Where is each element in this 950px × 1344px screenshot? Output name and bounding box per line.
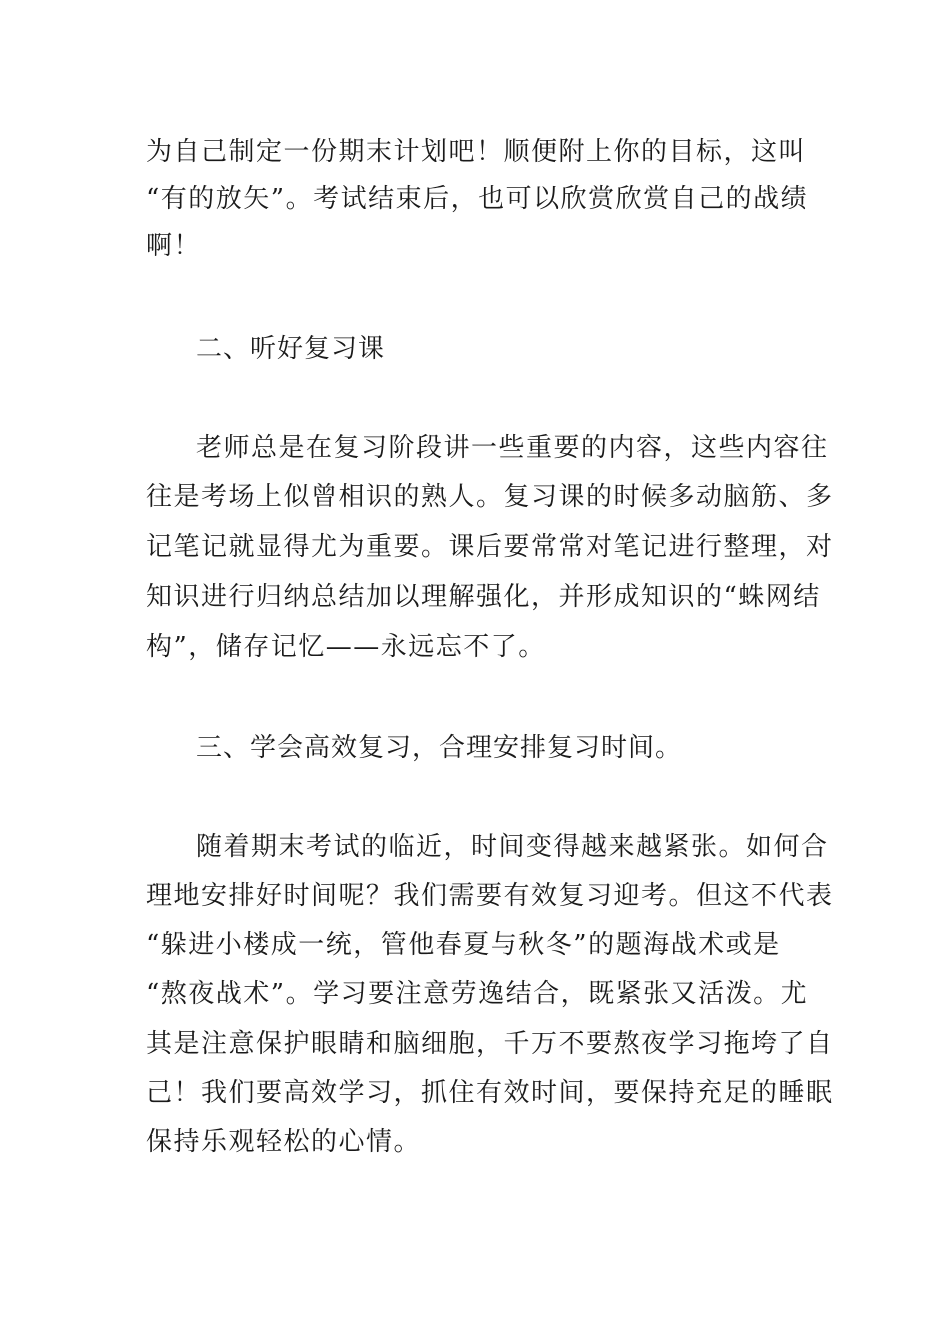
section-heading-2: 二、听好复习课 — [196, 334, 386, 364]
paragraph-2-line-1: 老师总是在复习阶段讲一些重要的内容，这些内容往 — [196, 433, 829, 463]
paragraph-2-line-5: 构”，储存记忆——永远忘不了。 — [146, 632, 546, 662]
paragraph-3-line-5: 其是注意保护眼睛和脑细胞，千万不要熬夜学习拖垮了自 — [146, 1029, 834, 1059]
paragraph-3-line-1: 随着期末考试的临近，时间变得越来越紧张。如何合 — [196, 832, 829, 862]
paragraph-3-line-3: “躲进小楼成一统，管他春夏与秋冬”的题海战术或是 — [146, 930, 781, 960]
paragraph-1-line-1: 为自己制定一份期末计划吧！顺便附上你的目标，这叫 — [146, 137, 807, 167]
paragraph-1-line-3: 啊！ — [146, 231, 202, 261]
paragraph-2-line-4: 知识进行归纳总结加以理解强化，并形成知识的“蛛网结 — [146, 582, 821, 612]
paragraph-2-line-2: 往是考场上似曾相识的熟人。复习课的时候多动脑筋、多 — [146, 482, 834, 512]
paragraph-3-line-2: 理地安排好时间呢？我们需要有效复习迎考。但这不代表 — [146, 881, 834, 911]
paragraph-3-line-7: 保持乐观轻松的心情。 — [146, 1127, 422, 1157]
paragraph-2-line-3: 记笔记就显得尤为重要。课后要常常对笔记进行整理，对 — [146, 532, 834, 562]
paragraph-3-line-6: 己！我们要高效学习，抓住有效时间，要保持充足的睡眠 — [146, 1078, 834, 1108]
section-heading-3: 三、学会高效复习，合理安排复习时间。 — [196, 733, 683, 763]
paragraph-3-line-4: “熬夜战术”。学习要注意劳逸结合，既紧张又活泼。尤 — [146, 979, 809, 1009]
paragraph-1-line-2: “有的放矢”。考试结束后，也可以欣赏欣赏自己的战绩 — [146, 184, 809, 214]
